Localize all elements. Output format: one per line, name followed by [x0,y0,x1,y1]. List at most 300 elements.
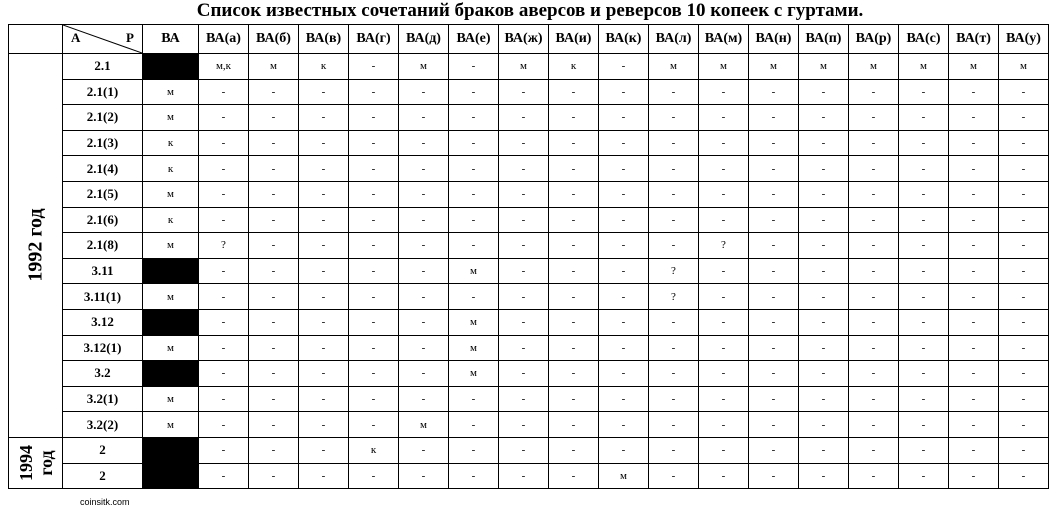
row-label: 3.12(1) [63,335,143,361]
table-cell: - [949,130,999,156]
table-cell: - [749,335,799,361]
table-cell: - [949,463,999,489]
table-cell: - [799,437,849,463]
table-cell: - [649,335,699,361]
table-cell: - [749,79,799,105]
table-cell: - [849,233,899,259]
table-cell: - [599,284,649,310]
table-cell: - [299,386,349,412]
column-header: ВА(и) [549,25,599,54]
row-label: 2.1 [63,54,143,80]
row-label: 2.1(1) [63,79,143,105]
table-cell: - [549,79,599,105]
ba-cell: к [143,130,199,156]
row-label: 3.12 [63,309,143,335]
table-cell: - [849,335,899,361]
table-cell: - [549,130,599,156]
table-cell: - [849,463,899,489]
table-cell: - [399,130,449,156]
table-cell: - [549,437,599,463]
table-cell: - [599,130,649,156]
table-cell: - [199,181,249,207]
table-cell: - [549,361,599,387]
table-cell: ? [699,233,749,259]
table-cell: - [949,233,999,259]
table-cell: - [449,207,499,233]
table-cell: - [299,309,349,335]
table-cell: - [449,463,499,489]
table-cell: - [249,105,299,131]
table-cell: - [899,181,949,207]
header-r-label: Р [126,30,134,45]
row-label: 3.11 [63,258,143,284]
table-cell: - [799,309,849,335]
column-header: ВА(д) [399,25,449,54]
column-header: ВА(м) [699,25,749,54]
table-cell: - [449,233,499,259]
table-cell: - [549,207,599,233]
ba-cell: м [143,105,199,131]
table-cell: - [849,156,899,182]
table-cell: - [449,79,499,105]
table-cell: - [499,284,549,310]
row-label: 2.1(6) [63,207,143,233]
table-cell: - [499,386,549,412]
table-cell: - [249,258,299,284]
table-cell: - [949,258,999,284]
header-ba: ВА [143,25,199,54]
table-row [9,463,1049,489]
table-cell: - [749,309,799,335]
table-cell: - [799,335,849,361]
table-cell: - [699,335,749,361]
table-cell: - [799,79,849,105]
table-cell: - [549,156,599,182]
table-cell: - [699,361,749,387]
table-cell: м [449,258,499,284]
table-cell: - [549,181,599,207]
table-cell: - [649,181,699,207]
row-label: 3.2 [63,361,143,387]
table-cell: - [899,79,949,105]
table-cell: - [549,105,599,131]
table-cell: м [649,54,699,80]
table-cell: - [299,79,349,105]
ba-filled-cell [143,463,199,489]
table-cell: - [599,181,649,207]
table-cell: - [849,284,899,310]
table-cell: - [349,258,399,284]
table-cell: - [349,233,399,259]
table-cell: - [249,233,299,259]
table-cell: к [349,437,399,463]
table-cell: - [649,79,699,105]
table-cell: - [549,233,599,259]
table-cell: - [599,437,649,463]
row-label: 2 [63,437,143,463]
table-row [9,156,1049,182]
table-cell: - [649,233,699,259]
table-cell: - [899,335,949,361]
table-cell: - [499,105,549,131]
table-cell: м [749,54,799,80]
table-cell: м [449,309,499,335]
table-cell: - [999,386,1049,412]
table-row [9,79,1049,105]
table-cell: - [849,181,899,207]
table-row [9,105,1049,131]
column-header: ВА(а) [199,25,249,54]
table-cell: - [199,284,249,310]
table-cell: - [599,79,649,105]
table-cell: - [999,437,1049,463]
table-cell: - [299,437,349,463]
table-cell: - [799,284,849,310]
table-cell: - [749,463,799,489]
table-cell: - [699,437,749,463]
table-cell: - [699,284,749,310]
table-cell: - [999,335,1049,361]
table-cell: - [999,258,1049,284]
table-cell: - [999,105,1049,131]
row-label: 2.1(2) [63,105,143,131]
table-row [9,207,1049,233]
table-cell: - [699,181,749,207]
table-row [9,412,1049,438]
table-cell: - [349,181,399,207]
table-row [9,233,1049,259]
table-cell: - [749,156,799,182]
table-cell: - [899,207,949,233]
table-cell: - [249,181,299,207]
table-cell: - [699,79,749,105]
table-cell: - [549,386,599,412]
table-row [9,130,1049,156]
table-cell: - [249,412,299,438]
table-cell: м [799,54,849,80]
table-cell: - [299,284,349,310]
table-row [9,386,1049,412]
table-cell: - [899,437,949,463]
table-cell: - [299,412,349,438]
table-cell: - [199,412,249,438]
table-cell: - [799,105,849,131]
ba-cell: м [143,79,199,105]
table-cell: - [299,361,349,387]
table-cell: м [699,54,749,80]
table-cell: - [849,361,899,387]
table-cell: - [249,463,299,489]
table-cell: - [699,412,749,438]
table-cell: м [949,54,999,80]
table-cell: - [949,309,999,335]
table-cell: - [699,130,749,156]
table-cell: - [749,284,799,310]
table-cell: - [749,181,799,207]
table-cell: - [899,258,949,284]
ba-cell: м [143,284,199,310]
table-cell: - [899,463,949,489]
year-label: 1994 год [15,445,56,481]
table-cell: - [899,386,949,412]
table-cell: - [599,207,649,233]
table-cell: - [799,386,849,412]
table-cell: - [549,463,599,489]
row-label: 2 [63,463,143,489]
table-cell: м [999,54,1049,80]
table-cell: - [349,463,399,489]
table-cell: - [699,309,749,335]
table-cell: - [499,335,549,361]
table-cell: - [249,207,299,233]
table-cell: ? [649,258,699,284]
table-cell: - [399,335,449,361]
column-header: ВА(т) [949,25,999,54]
table-cell: - [399,207,449,233]
table-cell: - [899,361,949,387]
table-cell: - [349,156,399,182]
table-cell: - [949,181,999,207]
table-cell: - [749,412,799,438]
table-cell: - [849,412,899,438]
column-header: ВА(п) [799,25,849,54]
table-cell: - [799,130,849,156]
table-row [9,335,1049,361]
table-row [9,258,1049,284]
table-cell: - [349,105,399,131]
table-cell: - [199,105,249,131]
table-cell: - [199,207,249,233]
table-cell: - [999,284,1049,310]
ba-cell: к [143,207,199,233]
table-cell: - [399,386,449,412]
table-cell: - [699,386,749,412]
ba-filled-cell [143,54,199,80]
table-cell: - [949,284,999,310]
row-label: 3.2(2) [63,412,143,438]
table-cell: - [799,463,849,489]
table-cell: - [649,207,699,233]
table-cell: - [599,258,649,284]
table-cell: - [599,233,649,259]
table-cell: - [899,284,949,310]
table-cell: м [899,54,949,80]
table-cell: - [349,412,399,438]
column-header: ВА(в) [299,25,349,54]
table-cell: - [649,105,699,131]
table-cell: - [399,361,449,387]
table-cell: - [999,463,1049,489]
ba-filled-cell [143,437,199,463]
year-group-cell [9,54,63,438]
table-cell: - [999,181,1049,207]
table-cell: - [649,156,699,182]
column-header: ВА(с) [899,25,949,54]
table-cell: - [549,335,599,361]
table-cell: - [249,361,299,387]
row-label: 3.2(1) [63,386,143,412]
column-header: ВА(е) [449,25,499,54]
table-cell: - [849,386,899,412]
table-cell: - [199,335,249,361]
table-cell: - [949,105,999,131]
table-cell: - [849,309,899,335]
table-cell: м [849,54,899,80]
table-cell: - [199,258,249,284]
table-cell: - [999,130,1049,156]
year-group-cell [9,437,63,488]
table-cell: - [299,130,349,156]
table-cell: - [849,79,899,105]
table-cell: м [399,54,449,80]
ba-cell: к [143,156,199,182]
table-cell: ? [199,233,249,259]
table-cell: - [549,412,599,438]
table-cell: - [349,309,399,335]
table-cell: - [299,258,349,284]
table-cell: - [649,386,699,412]
table-cell: - [499,258,549,284]
table-cell: - [749,130,799,156]
table-cell: - [199,79,249,105]
table-cell: - [749,105,799,131]
column-header: ВА(л) [649,25,699,54]
table-cell: - [299,105,349,131]
table-cell: - [999,233,1049,259]
table-cell: - [499,181,549,207]
row-label: 2.1(4) [63,156,143,182]
table-cell: - [649,463,699,489]
table-row [9,361,1049,387]
table-cell: - [349,130,399,156]
table-cell: - [449,130,499,156]
table-cell: - [599,361,649,387]
ba-cell: м [143,233,199,259]
table-cell: - [999,412,1049,438]
table-row [9,181,1049,207]
table-cell: - [599,412,649,438]
ba-filled-cell [143,258,199,284]
table-cell: - [649,361,699,387]
table-cell: - [899,156,949,182]
table-cell: - [399,79,449,105]
column-header: ВА(ж) [499,25,549,54]
table-cell: - [199,309,249,335]
table-cell: м,к [199,54,249,80]
table-cell: - [949,386,999,412]
table-cell: - [349,335,399,361]
table-cell: - [449,412,499,438]
table-cell: - [399,309,449,335]
table-cell: - [299,156,349,182]
table-row [9,54,1049,80]
table-cell: - [449,156,499,182]
table-cell: - [599,105,649,131]
column-header: ВА(р) [849,25,899,54]
table-cell: - [949,335,999,361]
table-cell: - [249,79,299,105]
table-cell: - [499,130,549,156]
defects-table [8,24,1049,489]
table-cell: - [449,105,499,131]
table-cell: - [299,207,349,233]
table-cell: - [349,386,399,412]
table-cell: - [849,437,899,463]
diagonal-header-cell [63,25,143,54]
column-header: ВА(б) [249,25,299,54]
ba-cell: м [143,181,199,207]
table-cell: - [949,207,999,233]
table-cell: - [799,412,849,438]
table-cell: - [249,335,299,361]
table-cell: м [249,54,299,80]
table-cell: - [249,284,299,310]
table-cell: - [999,79,1049,105]
table-cell: м [499,54,549,80]
table-cell: - [449,437,499,463]
table-cell: - [699,258,749,284]
table-cell: м [399,412,449,438]
table-cell: - [999,361,1049,387]
ba-cell: м [143,335,199,361]
table-cell: - [449,284,499,310]
table-cell: - [399,437,449,463]
table-cell: - [699,463,749,489]
table-cell: - [199,386,249,412]
table-cell: - [599,54,649,80]
table-cell: - [849,130,899,156]
table-cell: - [299,181,349,207]
table-cell: - [399,105,449,131]
table-cell: - [199,463,249,489]
table-cell: - [599,156,649,182]
table-cell: - [799,207,849,233]
table-cell: - [399,258,449,284]
ba-filled-cell [143,361,199,387]
site-watermark: coinsitk.com [80,497,130,507]
table-cell: - [799,181,849,207]
table-cell: - [549,309,599,335]
table-cell: - [799,361,849,387]
table-cell: - [599,386,649,412]
table-cell: - [199,156,249,182]
corner-empty-cell [9,25,63,54]
row-label: 2.1(8) [63,233,143,259]
header-a-label: А [71,30,81,45]
table-cell: - [449,54,499,80]
table-cell: м [449,361,499,387]
table-cell: м [599,463,649,489]
table-cell: - [649,437,699,463]
table-cell: - [299,335,349,361]
table-cell: - [749,258,799,284]
column-header: ВА(у) [999,25,1049,54]
table-cell: - [649,412,699,438]
page-title: Список известных сочетаний браков аверсов и реверсов 10 копеек с гуртами. [196,0,864,21]
table-row [9,309,1049,335]
column-header: ВА(к) [599,25,649,54]
table-cell: - [699,156,749,182]
table-cell: - [399,156,449,182]
table-cell: ? [649,284,699,310]
table-cell: - [499,79,549,105]
table-cell: - [349,361,399,387]
table-cell: - [749,437,799,463]
table-cell: - [849,207,899,233]
table-cell: - [349,79,399,105]
table-cell: - [499,361,549,387]
table-cell: - [499,156,549,182]
